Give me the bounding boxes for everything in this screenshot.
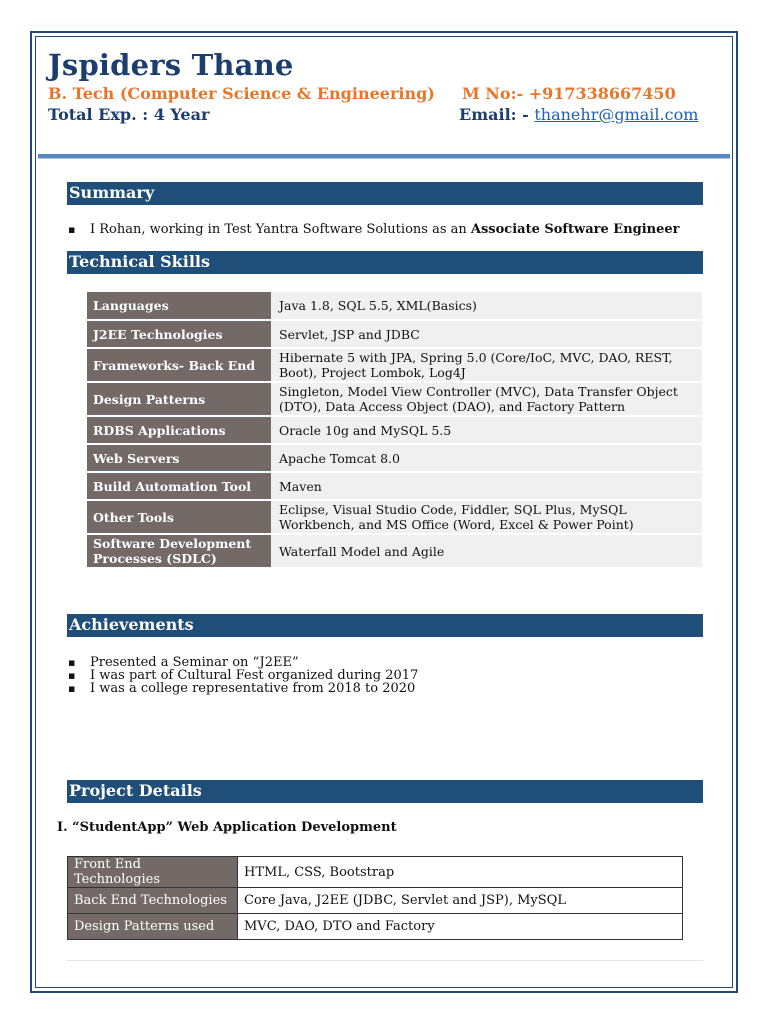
header-divider	[38, 154, 730, 159]
summary-list	[68, 223, 680, 236]
project-key: Design Patterns used	[68, 914, 238, 940]
skill-value: Java 1.8, SQL 5.5, XML(Basics)	[271, 292, 702, 320]
footer-divider	[67, 960, 703, 961]
skill-key: Design Patterns	[87, 382, 271, 416]
skill-key: Build Automation Tool	[87, 472, 271, 500]
skill-value: Oracle 10g and MySQL 5.5	[271, 416, 702, 444]
table-row	[87, 320, 702, 348]
list-item: ▪ I was part of Cultural Fest organized during 2017	[68, 669, 418, 682]
mobile-number: M No:- +917338667450	[462, 84, 676, 103]
skill-key: RDBS Applications	[87, 416, 271, 444]
section-summary-heading: Summary	[67, 182, 703, 205]
skill-key: Web Servers	[87, 444, 271, 472]
skill-key: Languages	[87, 292, 271, 320]
skill-value: Waterfall Model and Agile	[271, 534, 702, 568]
skill-value: Servlet, JSP and JDBC	[271, 320, 702, 348]
section-achievements-heading: Achievements	[67, 614, 703, 637]
table-row	[87, 416, 702, 444]
section-project-heading: Project Details	[67, 780, 703, 803]
table-row	[87, 292, 702, 320]
skill-key: Frameworks- Back End	[87, 348, 271, 382]
project-value: MVC, DAO, DTO and Factory	[238, 914, 683, 940]
summary-role: Associate Software Engineer	[470, 222, 680, 237]
email-link[interactable]: thanehr@gmail.com	[534, 105, 699, 124]
table-row	[87, 500, 702, 534]
table-row	[87, 382, 702, 416]
skills-table	[87, 292, 702, 569]
email-label: Email: -	[459, 105, 529, 124]
summary-text: I Rohan, working in Test Yantra Software Solutions as an	[90, 222, 471, 237]
achievements-list	[68, 656, 418, 695]
skill-value: Apache Tomcat 8.0	[271, 444, 702, 472]
table-row	[68, 888, 683, 914]
table-row	[87, 472, 702, 500]
summary-item	[68, 223, 680, 236]
table-row	[87, 534, 702, 568]
candidate-name: Jspiders Thane	[48, 48, 294, 82]
email-line	[459, 105, 698, 124]
skill-value: Eclipse, Visual Studio Code, Fiddler, SQL Plus, MySQL Workbench, and MS Office (Word, Excel & Power Point)	[271, 500, 702, 534]
table-row	[87, 444, 702, 472]
project-key: Back End Technologies	[68, 888, 238, 914]
project-key: Front End Technologies	[68, 857, 238, 888]
project-value: HTML, CSS, Bootstrap	[238, 857, 683, 888]
total-experience: Total Exp. : 4 Year	[48, 105, 210, 124]
table-row	[68, 857, 683, 888]
skill-value: Singleton, Model View Controller (MVC), Data Transfer Object (DTO), Data Access Object (DAO), and Factory Pattern	[271, 382, 702, 416]
list-item: ▪ I was a college representative from 2018 to 2020	[68, 682, 418, 695]
table-row	[87, 348, 702, 382]
project-value: Core Java, J2EE (JDBC, Servlet and JSP), MySQL	[238, 888, 683, 914]
skill-key: Software Development Processes (SDLC)	[87, 534, 271, 568]
project-title: I. “StudentApp” Web Application Development	[57, 820, 397, 835]
skill-value: Maven	[271, 472, 702, 500]
table-row	[68, 914, 683, 940]
list-item: ▪ Presented a Seminar on “J2EE”	[68, 656, 418, 669]
project-table	[67, 856, 683, 940]
skill-key: J2EE Technologies	[87, 320, 271, 348]
degree: B. Tech (Computer Science & Engineering)	[48, 84, 435, 103]
skill-key: Other Tools	[87, 500, 271, 534]
skill-value: Hibernate 5 with JPA, Spring 5.0 (Core/IoC, MVC, DAO, REST, Boot), Project Lombok, Log4J	[271, 348, 702, 382]
section-skills-heading: Technical Skills	[67, 251, 703, 274]
